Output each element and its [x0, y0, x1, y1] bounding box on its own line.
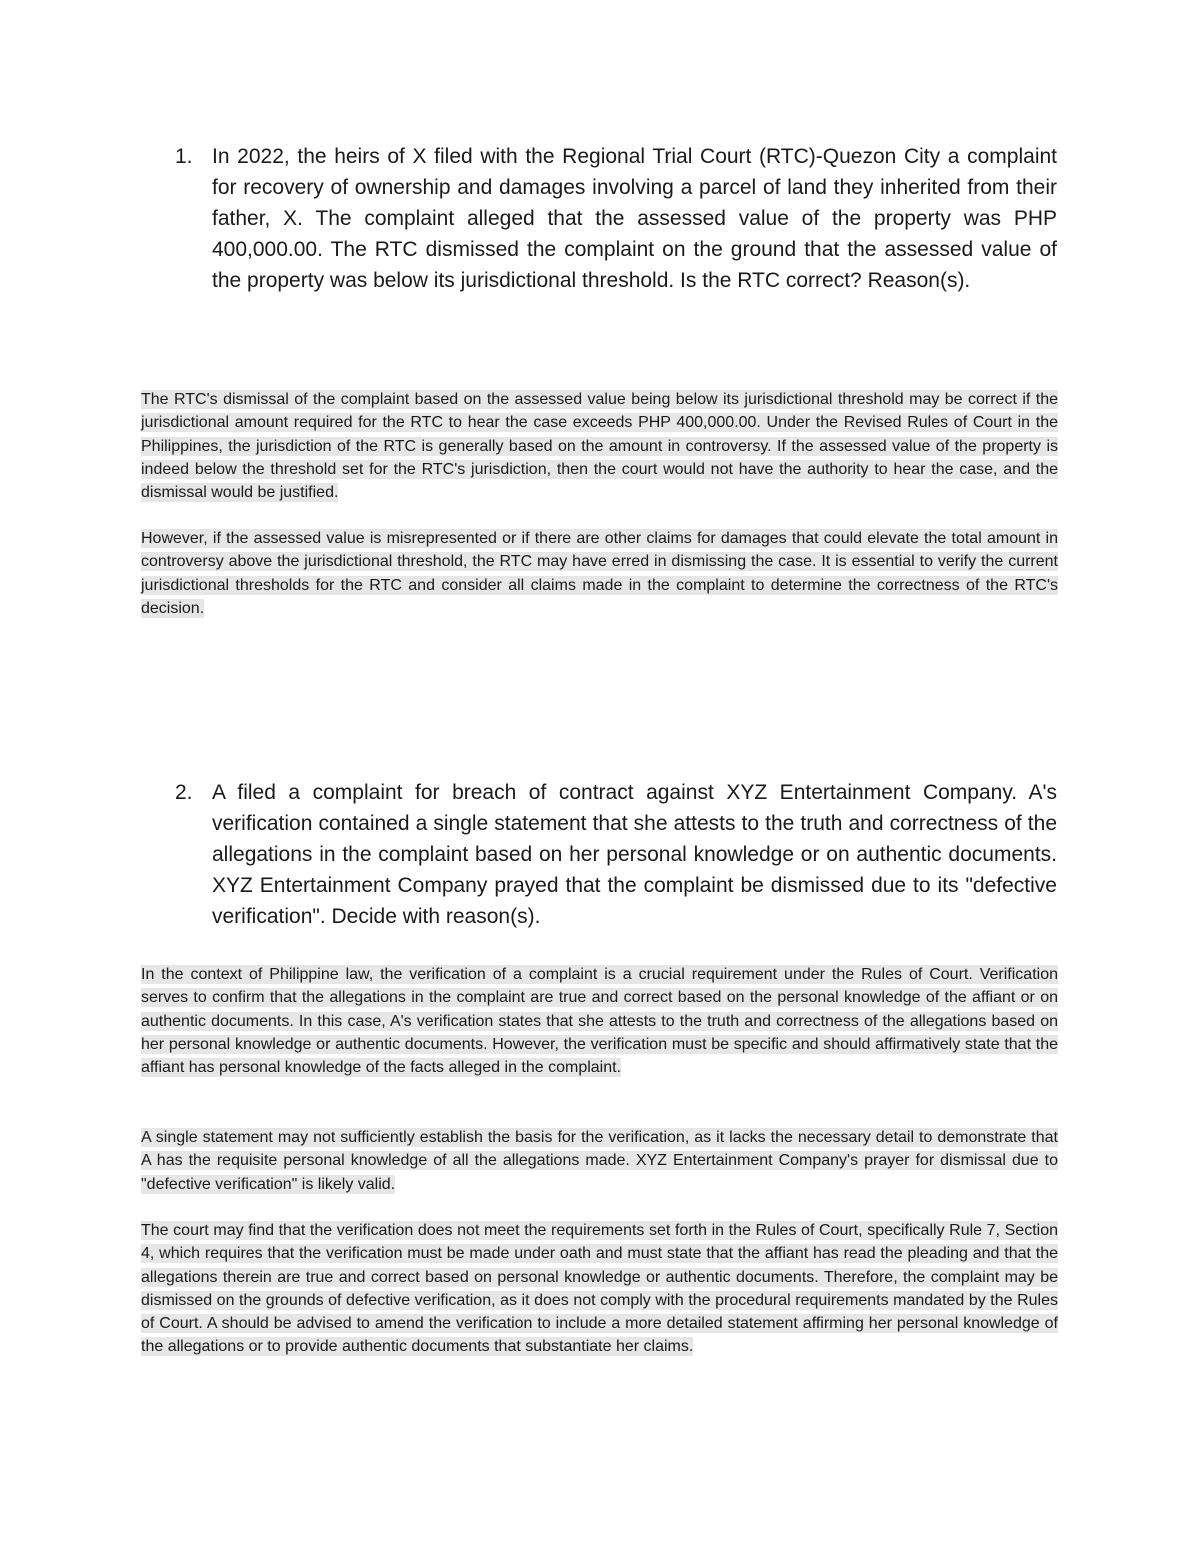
question-2: [175, 777, 1057, 932]
question-text: A filed a complaint for breach of contract against XYZ Entertainment Company. A's verification contained a single statement that she attests to the truth and correctness of the allegations in the complaint based on her personal knowledge or on authentic documents. XYZ Entertainment Company prayed that the complaint be dismissed due to its "defective verification". Decide with reason(s).: [212, 781, 1057, 928]
question-1: [175, 141, 1057, 296]
question-number: 2.: [175, 781, 193, 804]
answer-paragraph: [141, 527, 1058, 620]
highlighted-text: The RTC's dismissal of the complaint based on the assessed value being below its jurisdictional threshold may be correct if the jurisdictional amount required for the RTC to hear the case exceeds PHP 400,000.00. Under the Revised Rules of Court in the Philippines, the jurisdiction of the RTC is generally based on the amount in controversy. If the assessed value of the property is indeed below the threshold set for the RTC's jurisdiction, then the court would not have the authority to hear the case, and the dismissal would be justified.: [141, 391, 1058, 502]
highlighted-text: The court may find that the verification does not meet the requirements set forth in the Rules of Court, specifically Rule 7, Section 4, which requires that the verification must be made under oath and must state that the affiant has read the pleading and that the allegations therein are true and correct based on personal knowledge or authentic documents. Therefore, the complaint may be dismissed on the grounds of defective verification, as it does not comply with the procedural requirements mandated by the Rules of Court. A should be advised to amend the verification to include a more detailed statement affirming her personal knowledge of the allegations or to provide authentic documents that substantiate her claims.: [141, 1222, 1058, 1356]
highlighted-text: In the context of Philippine law, the verification of a complaint is a crucial requirement under the Rules of Court. Verification serves to confirm that the allegations in the complaint are true and correct based on the personal knowledge of the affiant or on authentic documents. In this case, A's verification states that she attests to the truth and correctness of the allegations based on her personal knowledge or authentic documents. However, the verification must be specific and should affirmatively state that the affiant has personal knowledge of the facts alleged in the complaint.: [141, 966, 1058, 1077]
answer-paragraph: [141, 1219, 1058, 1359]
question-text: In 2022, the heirs of X filed with the Regional Trial Court (RTC)-Quezon City a complaint for recovery of ownership and damages involving a parcel of land they inherited from their father, X. The complaint alleged that the assessed value of the property was PHP 400,000.00. The RTC dismissed the complaint on the ground that the assessed value of the property was below its jurisdictional threshold. Is the RTC correct? Reason(s).: [212, 145, 1057, 292]
highlighted-text: However, if the assessed value is misrepresented or if there are other claims for damages that could elevate the total amount in controversy above the jurisdictional threshold, the RTC may have erred in dismissing the case. It is essential to verify the current jurisdictional thresholds for the RTC and consider all claims made in the complaint to determine the correctness of the RTC's decision.: [141, 530, 1058, 617]
answer-paragraph: [141, 388, 1058, 504]
answer-paragraph: [141, 1126, 1058, 1196]
highlighted-text: A single statement may not sufficiently establish the basis for the verification, as it lacks the necessary detail to demonstrate that A has the requisite personal knowledge of all the allegations made. XYZ Entertainment Company's prayer for dismissal due to "defective verification" is likely valid.: [141, 1129, 1058, 1193]
question-number: 1.: [175, 145, 193, 168]
answer-paragraph: [141, 963, 1058, 1079]
